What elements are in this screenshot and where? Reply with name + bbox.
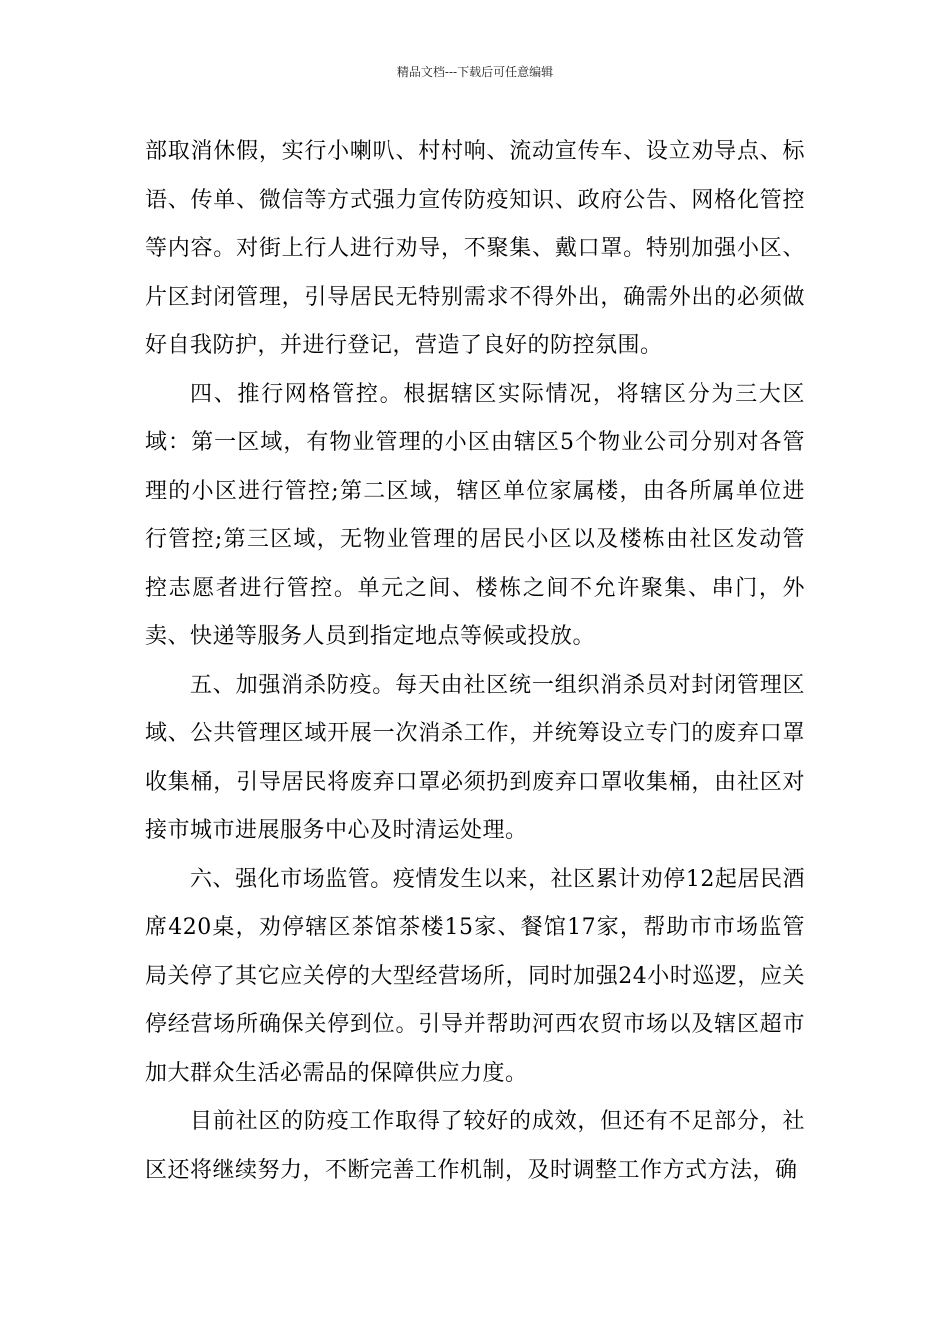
paragraph-grid-control: 四、推行网格管控。根据辖区实际情况，将辖区分为三大区域：第一区域，有物业管理的小区由辖区5个物业公司分别对各管理的小区进行管控;第二区域，辖区单位家属楼，由各所属单位进行管控;第三区域，无物业管理的居民小区以及楼栋由社区发动管控志愿者进行管控。单元之间、楼栋之间不允许聚集、串门，外卖、快递等服务人员到指定地点等候或投放。 xyxy=(145,381,805,649)
document-body xyxy=(145,128,805,1195)
paragraph-disinfection: 五、加强消杀防疫。每天由社区统一组织消杀员对封闭管理区域、公共管理区域开展一次消杀工作，并统筹设立专门的废弃口罩收集桶，引导居民将废弃口罩必须扔到废弃口罩收集桶，由社区对接市城市进展服务中心及时清运处理。 xyxy=(145,672,805,843)
paragraph-summary: 目前社区的防疫工作取得了较好的成效，但还有不足部分，社区还将继续努力，不断完善工作机制，及时调整工作方式方法，确 xyxy=(145,1109,805,1183)
page-header: 精品文档---下载后可任意编辑 xyxy=(396,65,554,79)
paragraph-market-supervision: 六、强化市场监管。疫情发生以来，社区累计劝停12起居民酒席420桌，劝停辖区茶馆茶楼15家、餐馆17家，帮助市市场监管局关停了其它应关停的大型经营场所，同时加强24小时巡逻，应关停经营场所确保关停到位。引导并帮助河西农贸市场以及辖区超市加大群众生活必需品的保障供应力度。 xyxy=(145,866,805,1086)
paragraph-continuation: 部取消休假，实行小喇叭、村村响、流动宣传车、设立劝导点、标语、传单、微信等方式强力宣传防疫知识、政府公告、网格化管控等内容。对街上行人进行劝导，不聚集、戴口罩。特别加强小区、片区封闭管理，引导居民无特别需求不得外出，确需外出的必须做好自我防护，并进行登记，营造了良好的防控氛围。 xyxy=(145,139,805,358)
